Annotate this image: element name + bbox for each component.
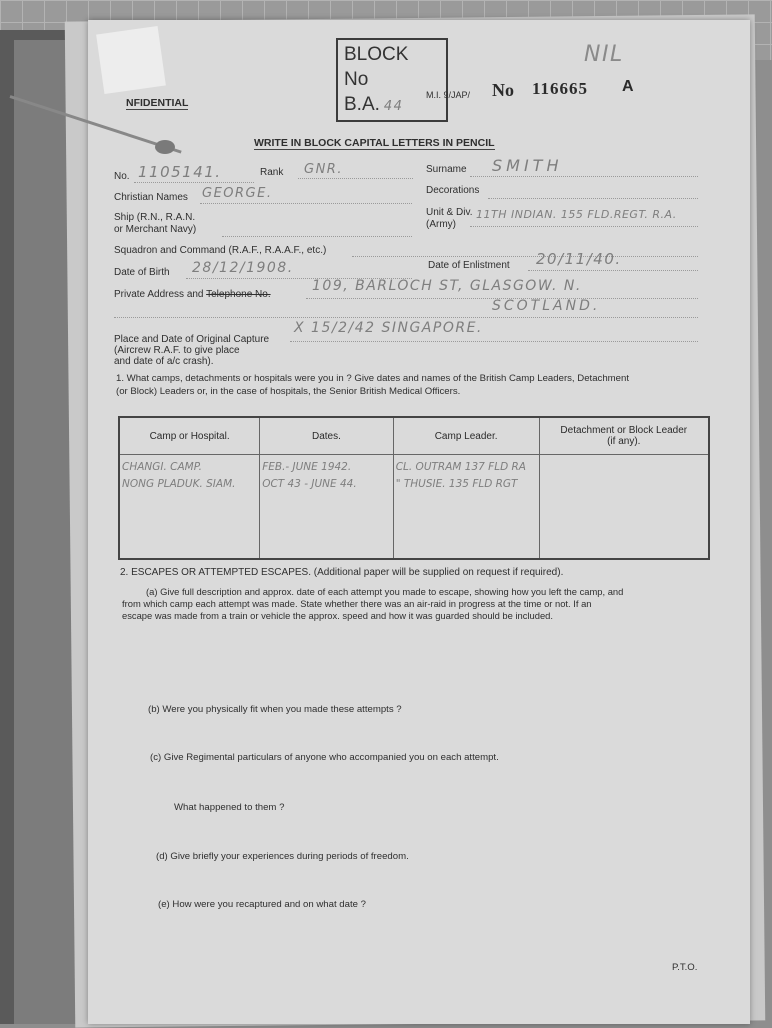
unit-value: 11TH INDIAN. 155 FLD.REGT. R.A.: [476, 208, 677, 221]
col-dates-header: Dates.: [260, 417, 394, 455]
service-no-value: 1105141.: [138, 163, 222, 181]
unit-label-2: (Army): [426, 219, 456, 230]
christian-names-label: Christian Names: [114, 192, 188, 203]
service-no-label: No.: [114, 171, 130, 182]
camps-table: [118, 416, 710, 560]
pencil-instruction: WRITE IN BLOCK CAPITAL LETTERS IN PENCIL: [254, 137, 495, 149]
enlistment-label: Date of Enlistment: [428, 260, 510, 271]
escapes-d: (d) Give briefly your experiences during periods of freedom.: [156, 851, 409, 862]
address-value-2: SCOTLAND.: [492, 298, 601, 314]
document-number: 116665: [532, 79, 589, 98]
escapes-e: (e) How were you recaptured and on what date ?: [158, 899, 366, 910]
confidential-label: NFIDENTIAL: [126, 97, 189, 109]
stamp-line1: BLOCK: [344, 44, 409, 65]
enlistment-value: 20/11/40.: [536, 250, 622, 268]
escapes-b: (b) Were you physically fit when you made these attempts ?: [148, 704, 402, 715]
ship-label-2: or Merchant Navy): [114, 224, 197, 235]
col-leader-header: Camp Leader.: [393, 417, 539, 455]
escapes-a-line2: from which camp each attempt was made. State whether there was an air-raid in progress at the time or not. If an: [122, 598, 592, 609]
dob-value: 28/12/1908.: [192, 260, 294, 276]
leader-cell: CL. OUTRAM 137 FLD RA " THUSIE. 135 FLD RGT: [395, 461, 526, 490]
camp-cell: CHANGI. CAMP. NONG PLADUK. SIAM.: [122, 461, 236, 490]
camps-table-body: [119, 455, 709, 560]
camps-question-line1: 1. What camps, detachments or hospitals were you in ? Give dates and names of the British Camp Leaders, Detachment: [116, 373, 629, 384]
number-label: No: [492, 80, 514, 100]
col-detachment-header: Detachment or Block Leader (if any).: [539, 417, 709, 455]
surname-value: SMITH: [492, 156, 563, 175]
stamp-hand: 44: [383, 99, 404, 114]
escapes-heading: 2. ESCAPES OR ATTEMPTED ESCAPES. (Additional paper will be supplied on request if required).: [120, 567, 564, 578]
tag-knot: [155, 140, 175, 154]
escapes-a-line1: (a) Give full description and approx. date of each attempt you made to escape, showing how you left the camp, and: [146, 586, 624, 597]
decorations-label: Decorations: [426, 185, 480, 196]
stamp-line3: B.A. 44: [344, 94, 404, 115]
detachment-cell: [540, 455, 708, 463]
treasury-tag: [96, 26, 166, 94]
pto-label: P.T.O.: [672, 962, 698, 973]
stamp-line2: No: [344, 69, 369, 90]
christian-names-value: GEORGE.: [202, 186, 273, 201]
address-label: Private Address and Telephone No.: [114, 289, 271, 300]
escapes-c2: What happened to them ?: [174, 802, 285, 813]
block-stamp: [336, 38, 448, 122]
dates-cell: FEB.- JUNE 1942. OCT 43 - JUNE 44.: [262, 461, 357, 490]
escapes-a-line3: escape was made from a train or vehicle the approx. speed and how it was guarded should be included.: [122, 610, 553, 621]
rank-value: GNR.: [304, 162, 343, 177]
surname-label: Surname: [426, 164, 467, 175]
ship-label-1: Ship (R.N., R.A.N.: [114, 212, 196, 223]
form-reference: M.I. 9/JAP/: [426, 90, 471, 100]
dob-label: Date of Birth: [114, 267, 170, 278]
telephone-struck: Telephone No.: [206, 289, 271, 300]
col-camp-header: Camp or Hospital.: [119, 417, 260, 455]
document-suffix: A: [622, 78, 634, 95]
nil-note: NIL: [584, 42, 624, 67]
rank-label: Rank: [260, 167, 284, 178]
unit-label-1: Unit & Div.: [426, 207, 473, 218]
capture-label-3: and date of a/c crash).: [114, 356, 214, 367]
escapes-c: (c) Give Regimental particulars of anyone who accompanied you on each attempt.: [150, 752, 499, 763]
capture-label-2: (Aircrew R.A.F. to give place: [114, 345, 240, 356]
camps-table-header: [119, 417, 709, 455]
capture-label-1: Place and Date of Original Capture: [114, 334, 270, 345]
squadron-label: Squadron and Command (R.A.F., R.A.A.F., etc.): [114, 245, 327, 256]
capture-value: X 15/2/42 SINGAPORE.: [294, 320, 483, 336]
camps-question-line2: (or Block) Leaders or, in the case of hospitals, the Senior British Medical Officers.: [116, 386, 461, 397]
address-value-1: 109, BARLOCH ST, GLASGOW. N.: [312, 278, 582, 294]
